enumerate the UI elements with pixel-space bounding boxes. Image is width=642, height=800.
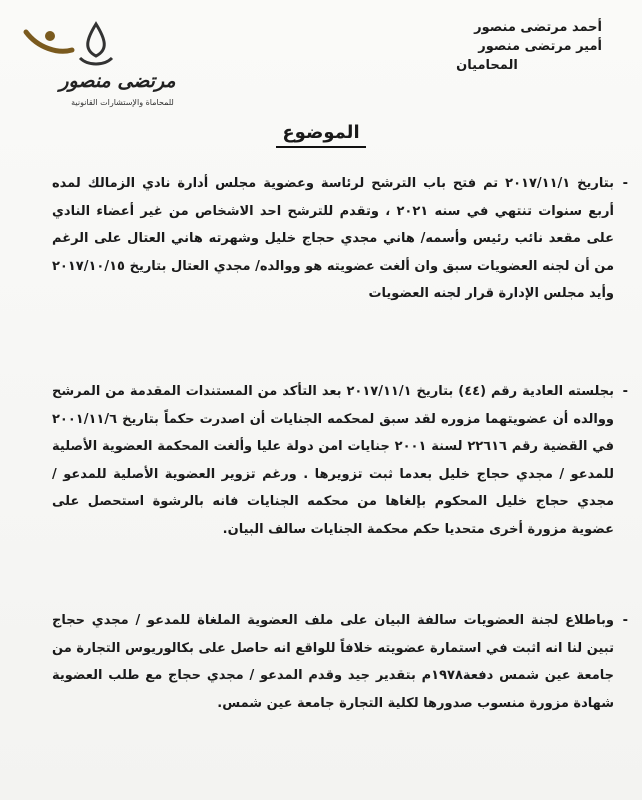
- subject-heading: [0, 122, 642, 143]
- subject-title: الموضوع: [276, 122, 365, 148]
- bullet-marker: -: [622, 384, 628, 399]
- lawyer-name-2: أمير مرتضى منصور: [478, 39, 602, 54]
- bullet-marker: -: [622, 613, 628, 628]
- lawyer-name-1: أحمد مرتضى منصور: [474, 20, 602, 35]
- lawyers-title: المحاميان: [456, 58, 518, 73]
- logo-tagline: للمحاماة والإستشارات القانونية: [71, 98, 174, 107]
- paragraph-text: وباطلاع لجنة العضويات سالفة البيان على ملف العضوية الملغاة للمدعو / مجدي حجاج تبين لنا انه اثبت في استمارة عضويته خلافاً للواقع انه حاصل على بكالوريوس التجارة من جامعة عين شمس دفعة١٩٧٨م بتقدير جيد وقدم المدعو / مجدي حجاج مع طلب العضوية شهادة مزورة منسوب صدورها لكلية التجارة جامعة عين شمس.: [52, 613, 615, 711]
- logo-name: مرتضى منصور: [59, 70, 176, 92]
- paragraph-3: [52, 607, 628, 717]
- lawyers-header: [402, 18, 602, 75]
- firm-logo: [20, 14, 195, 114]
- paragraph-2: [52, 378, 628, 543]
- paragraph-text: بجلسته العادية رقم (٤٤) بتاريخ ٢٠١٧/١١/١ بعد التأكد من المستندات المقدمة من المرشح ووالده أن عضويتهما مزوره لقد سبق لمحكمه الجنايات أن اصدرت حكماً بتاريخ ٢٠٠١/١١/٦ في القضية رقم ٢٢٦١٦ لسنة ٢٠٠١ جنايات امن دولة عليا وألغت المحكمة العضوية الأصلية للمدعو / مجدي حجاج خليل بعدما ثبت تزويرها . ورغم تزوير العضوية الأصلية للمدعو / مجدي حجاج خليل المحكوم بإلغاها من محكمه الجنايات فانه بالرشوة استحصل على عضوية مزورة أخرى متحديا حكم محكمة الجنايات سالف البيان.: [52, 384, 614, 537]
- paragraph-text: بتاريخ ٢٠١٧/١١/١ تم فتح باب الترشح لرئاسة وعضوية مجلس أدارة نادي الزمالك لمده أربع سنوات تنتهي في سنه ٢٠٢١ ، وتقدم للترشح احد الاشخاص من غير أعضاء النادي على مقعد نائب رئيس وأسمه/ هاني مجدي حجاج خليل وشهرته هاني العتال على الرغم من أن لجنه العضويات سبق وان ألغت عضويته هو ووالده/ مجدي العتال بتاريخ ٢٠١٧/١٠/١٥ وأيد مجلس الإدارة قرار لجنه العضويات: [52, 176, 614, 301]
- bullet-marker: -: [622, 176, 628, 191]
- paragraph-1: [52, 170, 628, 308]
